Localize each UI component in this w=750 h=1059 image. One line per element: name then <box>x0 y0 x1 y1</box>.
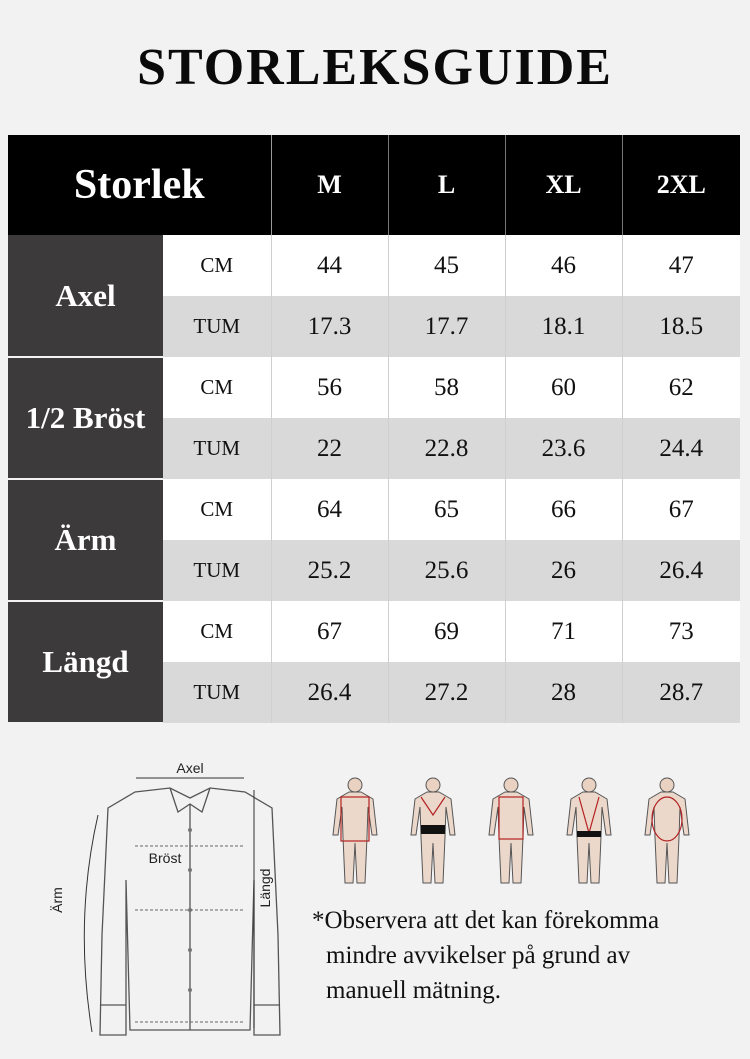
size-header-2xl: 2XL <box>622 135 740 235</box>
unit-label: CM <box>163 601 271 662</box>
table-cell: 26 <box>505 540 622 601</box>
unit-label: TUM <box>163 540 271 601</box>
table-cell: 25.2 <box>271 540 388 601</box>
brost-label: Bröst <box>148 850 182 866</box>
figure-waist <box>645 778 689 883</box>
table-row <box>8 357 740 418</box>
table-row <box>8 479 740 540</box>
shirt-diagram <box>40 760 310 1050</box>
table-cell: 60 <box>505 357 622 418</box>
table-cell: 26.4 <box>622 540 740 601</box>
table-cell: 46 <box>505 235 622 296</box>
table-cell: 73 <box>622 601 740 662</box>
table-cell: 22 <box>271 418 388 479</box>
table-cell: 56 <box>271 357 388 418</box>
table-cell: 25.6 <box>388 540 505 601</box>
table-cell: 69 <box>388 601 505 662</box>
figure-sleeve <box>567 778 611 883</box>
table-cell: 18.5 <box>622 296 740 357</box>
table-cell: 44 <box>271 235 388 296</box>
table-cell: 22.8 <box>388 418 505 479</box>
note-line-1: *Observera att det kan förekomma <box>312 907 660 934</box>
unit-label: CM <box>163 479 271 540</box>
group-label-langd: Längd <box>8 601 163 723</box>
measurement-note <box>312 903 742 1008</box>
group-label-arm: Ärm <box>8 479 163 601</box>
unit-label: CM <box>163 235 271 296</box>
page-title: STORLEKSGUIDE <box>137 39 613 96</box>
group-label-brost: 1/2 Bröst <box>8 357 163 479</box>
arm-label: Ärm <box>49 887 65 913</box>
table-cell: 28.7 <box>622 662 740 723</box>
table-cell: 62 <box>622 357 740 418</box>
unit-label: TUM <box>163 296 271 357</box>
note-line-3: manuell mätning. <box>326 977 501 1004</box>
unit-label: CM <box>163 357 271 418</box>
note-line-2: mindre avvikelser på grund av <box>326 942 631 969</box>
table-cell: 67 <box>622 479 740 540</box>
figure-shoulder <box>333 778 377 883</box>
table-cell: 58 <box>388 357 505 418</box>
unit-label: TUM <box>163 418 271 479</box>
table-cell: 67 <box>271 601 388 662</box>
table-cell: 66 <box>505 479 622 540</box>
size-header-m: M <box>271 135 388 235</box>
corner-label: Storlek <box>8 135 271 235</box>
table-cell: 71 <box>505 601 622 662</box>
table-cell: 26.4 <box>271 662 388 723</box>
table-cell: 47 <box>622 235 740 296</box>
axel-label: Axel <box>176 760 204 776</box>
table-row <box>8 235 740 296</box>
table-cell: 65 <box>388 479 505 540</box>
size-header-l: L <box>388 135 505 235</box>
table-row <box>8 601 740 662</box>
table-cell: 17.7 <box>388 296 505 357</box>
figure-length <box>489 778 533 883</box>
size-table <box>8 135 740 724</box>
table-cell: 45 <box>388 235 505 296</box>
table-cell: 18.1 <box>505 296 622 357</box>
body-figures <box>325 775 735 895</box>
unit-label: TUM <box>163 662 271 723</box>
table-cell: 28 <box>505 662 622 723</box>
group-label-axel: Axel <box>8 235 163 357</box>
table-cell: 27.2 <box>388 662 505 723</box>
table-cell: 23.6 <box>505 418 622 479</box>
table-cell: 64 <box>271 479 388 540</box>
table-cell: 24.4 <box>622 418 740 479</box>
size-header-xl: XL <box>505 135 622 235</box>
size-header-row <box>8 135 740 235</box>
langd-label: Längd <box>257 868 273 908</box>
figure-chest <box>411 778 455 883</box>
table-cell: 17.3 <box>271 296 388 357</box>
